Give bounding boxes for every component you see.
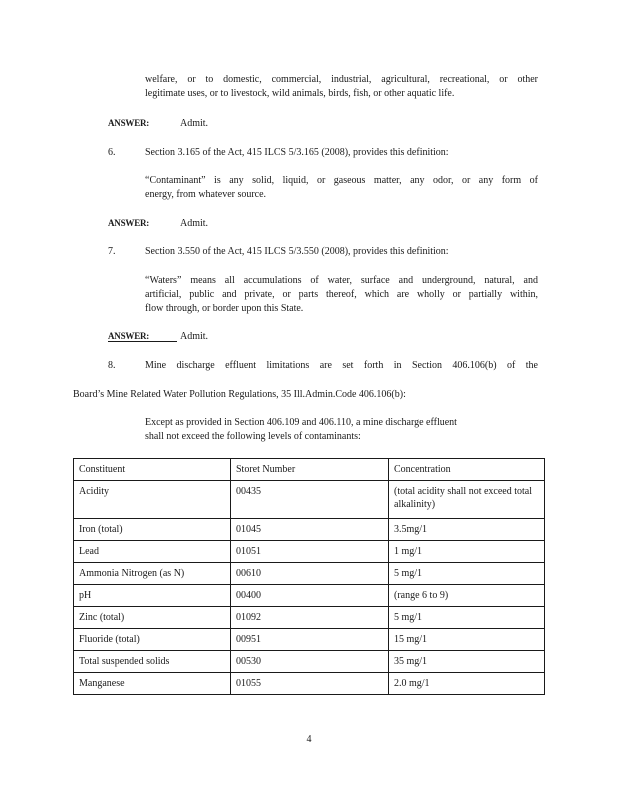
- cell-constituent: Lead: [74, 541, 231, 563]
- paragraph-a-line1: welfare, or to domestic, commercial, industrial, agricultural, recreational, or other: [145, 74, 538, 85]
- header-concentration: Concentration: [389, 459, 545, 481]
- cell-storet-number: 01055: [231, 673, 389, 695]
- item-6-number: 6.: [108, 147, 116, 158]
- table-row: [74, 629, 545, 651]
- cell-constituent: Ammonia Nitrogen (as N): [74, 563, 231, 585]
- item-8-text-line1: Mine discharge effluent limitations are set forth in Section 406.106(b) of the: [145, 360, 538, 371]
- header-storet-number: Storet Number: [231, 459, 389, 481]
- cell-constituent: Total suspended solids: [74, 651, 231, 673]
- cell-storet-number: 00435: [231, 481, 389, 519]
- table-row: [74, 481, 545, 519]
- item-7-quote-line1: “Waters” means all accumulations of water, surface and underground, natural, and: [145, 275, 538, 286]
- contaminant-limits-table: [73, 458, 545, 695]
- table-row: [74, 563, 545, 585]
- table-row: [74, 651, 545, 673]
- cell-storet-number: 00951: [231, 629, 389, 651]
- cell-constituent: Iron (total): [74, 519, 231, 541]
- item-7-quote-line3: flow through, or border upon this State.: [145, 303, 304, 314]
- answer-label-underlined: [108, 331, 177, 341]
- answer-text: Admit.: [180, 218, 209, 229]
- table-row: [74, 585, 545, 607]
- cell-storet-number: 00610: [231, 563, 389, 585]
- answer-label: ANSWER:: [108, 218, 150, 228]
- item-7-number: 7.: [108, 246, 116, 257]
- cell-concentration: 3.5mg/1: [389, 519, 545, 541]
- answer-label-text: ANSWER:: [108, 331, 177, 342]
- cell-constituent: Manganese: [74, 673, 231, 695]
- cell-constituent: Zinc (total): [74, 607, 231, 629]
- cell-storet-number: 01051: [231, 541, 389, 563]
- cell-concentration: (total acidity shall not exceed total alkalinity): [389, 481, 545, 519]
- cell-constituent: Fluoride (total): [74, 629, 231, 651]
- table-row: [74, 607, 545, 629]
- cell-concentration: (range 6 to 9): [389, 585, 545, 607]
- cell-concentration: 5 mg/1: [389, 607, 545, 629]
- cell-storet-number: 01092: [231, 607, 389, 629]
- item-8-quote-line2: shall not exceed the following levels of contaminants:: [145, 431, 361, 442]
- item-6-text: Section 3.165 of the Act, 415 ILCS 5/3.165 (2008), provides this definition:: [145, 147, 449, 158]
- item-6-quote-line1: “Contaminant” is any solid, liquid, or gaseous matter, any odor, or any form of: [145, 175, 538, 186]
- table-row: [74, 541, 545, 563]
- item-8-quote-line1: Except as provided in Section 406.109 and 406.110, a mine discharge effluent: [145, 417, 457, 428]
- item-7-quote-line2: artificial, public and private, or parts thereof, which are wholly or partially within,: [145, 289, 538, 300]
- table-header-row: [74, 459, 545, 481]
- cell-concentration: 5 mg/1: [389, 563, 545, 585]
- item-8-number: 8.: [108, 360, 116, 371]
- cell-constituent: pH: [74, 585, 231, 607]
- item-6-quote-line2: energy, from whatever source.: [145, 189, 267, 200]
- table-row: [74, 673, 545, 695]
- answer-text: Admit.: [180, 331, 209, 342]
- cell-concentration: 1 mg/1: [389, 541, 545, 563]
- answer-label: ANSWER:: [108, 118, 150, 128]
- cell-storet-number: 00530: [231, 651, 389, 673]
- item-7-text: Section 3.550 of the Act, 415 ILCS 5/3.550 (2008), provides this definition:: [145, 246, 449, 257]
- cell-storet-number: 00400: [231, 585, 389, 607]
- cell-concentration: 35 mg/1: [389, 651, 545, 673]
- cell-constituent: Acidity: [74, 481, 231, 519]
- cell-concentration: 15 mg/1: [389, 629, 545, 651]
- cell-concentration: 2.0 mg/1: [389, 673, 545, 695]
- header-constituent: Constituent: [74, 459, 231, 481]
- cell-storet-number: 01045: [231, 519, 389, 541]
- answer-text: Admit.: [180, 118, 209, 129]
- page-number: 4: [306, 734, 312, 745]
- table-row: [74, 519, 545, 541]
- item-8-text-line2: Board’s Mine Related Water Pollution Regulations, 35 Ill.Admin.Code 406.106(b):: [73, 389, 406, 400]
- paragraph-a-line2: legitimate uses, or to livestock, wild animals, birds, fish, or other aquatic life.: [145, 88, 455, 99]
